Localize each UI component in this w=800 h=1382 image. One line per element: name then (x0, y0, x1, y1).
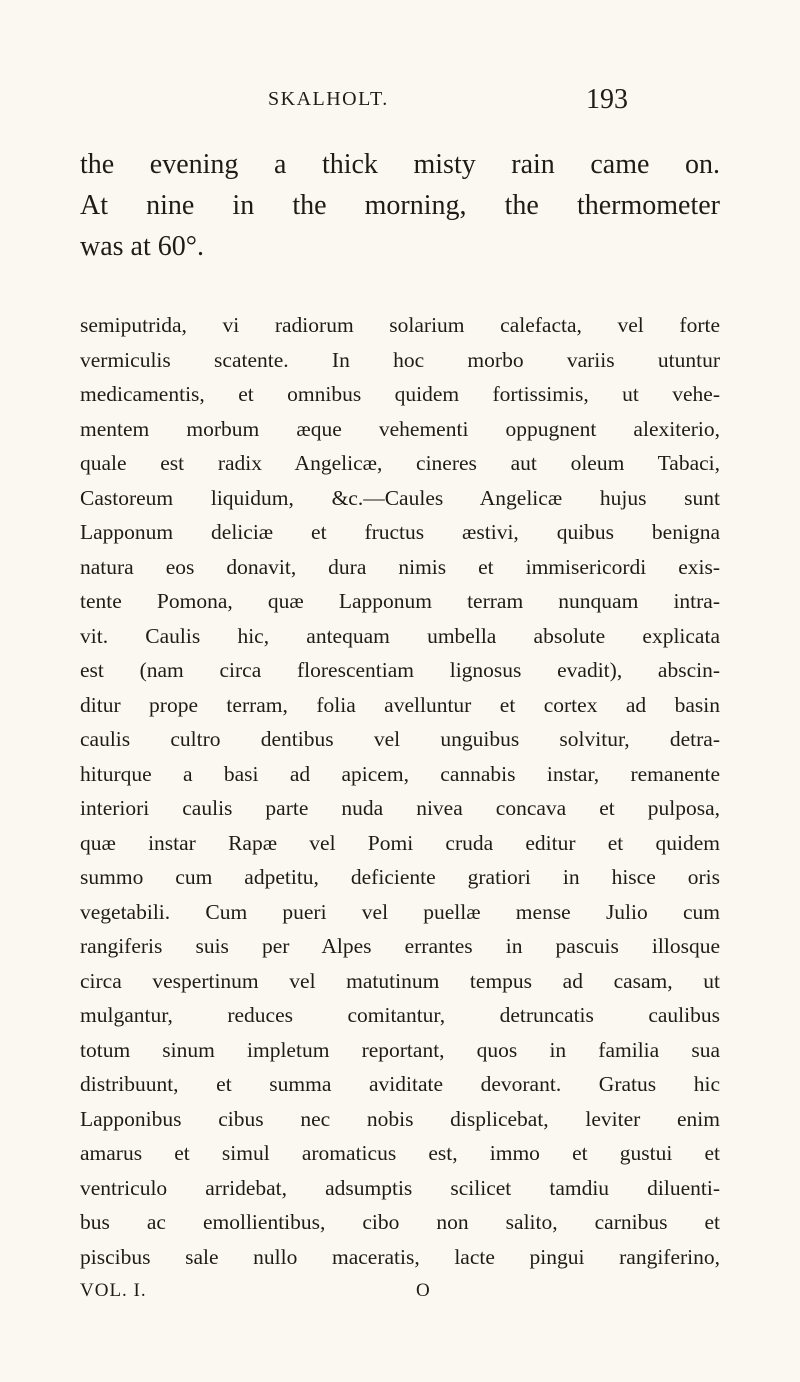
main-text-line: the evening a thick misty rain came on. (80, 149, 720, 180)
footnote-line: ventriculo arridebat, adsumptis scilicet tamdiu diluenti- (80, 1175, 720, 1200)
footnote-line: vit. Caulis hic, antequam umbella absolute explicata (80, 623, 720, 648)
footnote-line: summo cum adpetitu, deficiente gratiori in hisce oris (80, 865, 720, 889)
main-text-line: At nine in the morning, the thermometer (80, 190, 720, 221)
footnote-line: natura eos donavit, dura nimis et immisericordi exis- (80, 554, 720, 579)
volume-label: VOL. I. (80, 1280, 147, 1301)
footnote-text (80, 308, 720, 1274)
running-title: SKALHOLT. (268, 88, 389, 110)
footnote-line: circa vespertinum vel matutinum tempus ad casam, ut (80, 968, 720, 993)
footnote-line: ditur prope terram, folia avelluntur et cortex ad basin (80, 692, 720, 717)
footnote-line: vermiculis scatente. In hoc morbo variis utuntur (80, 347, 720, 372)
signature-mark: O (416, 1280, 431, 1301)
footnote-line: est (nam circa florescentiam lignosus evadit), abscin- (80, 658, 720, 682)
footnote-line: mulgantur, reduces comitantur, detruncatis caulibus (80, 1003, 720, 1027)
footnote-line: distribuunt, et summa aviditate devorant. Gratus hic (80, 1072, 720, 1096)
footnote-line: quale est radix Angelicæ, cineres aut oleum Tabaci, (80, 451, 720, 475)
signature-line (80, 1280, 460, 1308)
footnote-line: totum sinum impletum reportant, quos in familia sua (80, 1037, 720, 1062)
footnote-line: interiori caulis parte nuda nivea concava et pulposa, (80, 796, 720, 820)
footnote-line: hiturque a basi ad apicem, cannabis instar, remanente (80, 761, 720, 786)
footnote-line: Lapponibus cibus nec nobis displicebat, leviter enim (80, 1106, 720, 1131)
footnote-line: vegetabili. Cum pueri vel puellæ mense Julio cum (80, 899, 720, 924)
footnote-line: mentem morbum æque vehementi oppugnent alexiterio, (80, 416, 720, 441)
footnote-line: caulis cultro dentibus vel unguibus solvitur, detra- (80, 727, 720, 751)
footnote-line: semiputrida, vi radiorum solarium calefacta, vel forte (80, 313, 720, 337)
footnote-line: amarus et simul aromaticus est, immo et gustui et (80, 1141, 720, 1165)
footnote-line: piscibus sale nullo maceratis, lacte pingui rangiferino, (80, 1244, 720, 1269)
main-text-line: was at 60°. (80, 231, 204, 262)
footnote-line: Castoreum liquidum, &c.—Caules Angelicæ hujus sunt (80, 485, 720, 510)
footnote-line: rangiferis suis per Alpes errantes in pascuis illosque (80, 934, 720, 958)
page-number: 193 (586, 84, 628, 115)
footnote-line: tente Pomona, quæ Lapponum terram nunquam intra- (80, 589, 720, 613)
running-head (268, 84, 628, 114)
footnote-line: medicamentis, et omnibus quidem fortissimis, ut vehe- (80, 382, 720, 406)
footnote-line: quæ instar Rapæ vel Pomi cruda editur et quidem (80, 830, 720, 855)
main-text (80, 144, 720, 267)
footnote-line: bus ac emollientibus, cibo non salito, carnibus et (80, 1210, 720, 1234)
footnote-line: Lapponum deliciæ et fructus æstivi, quibus benigna (80, 520, 720, 544)
